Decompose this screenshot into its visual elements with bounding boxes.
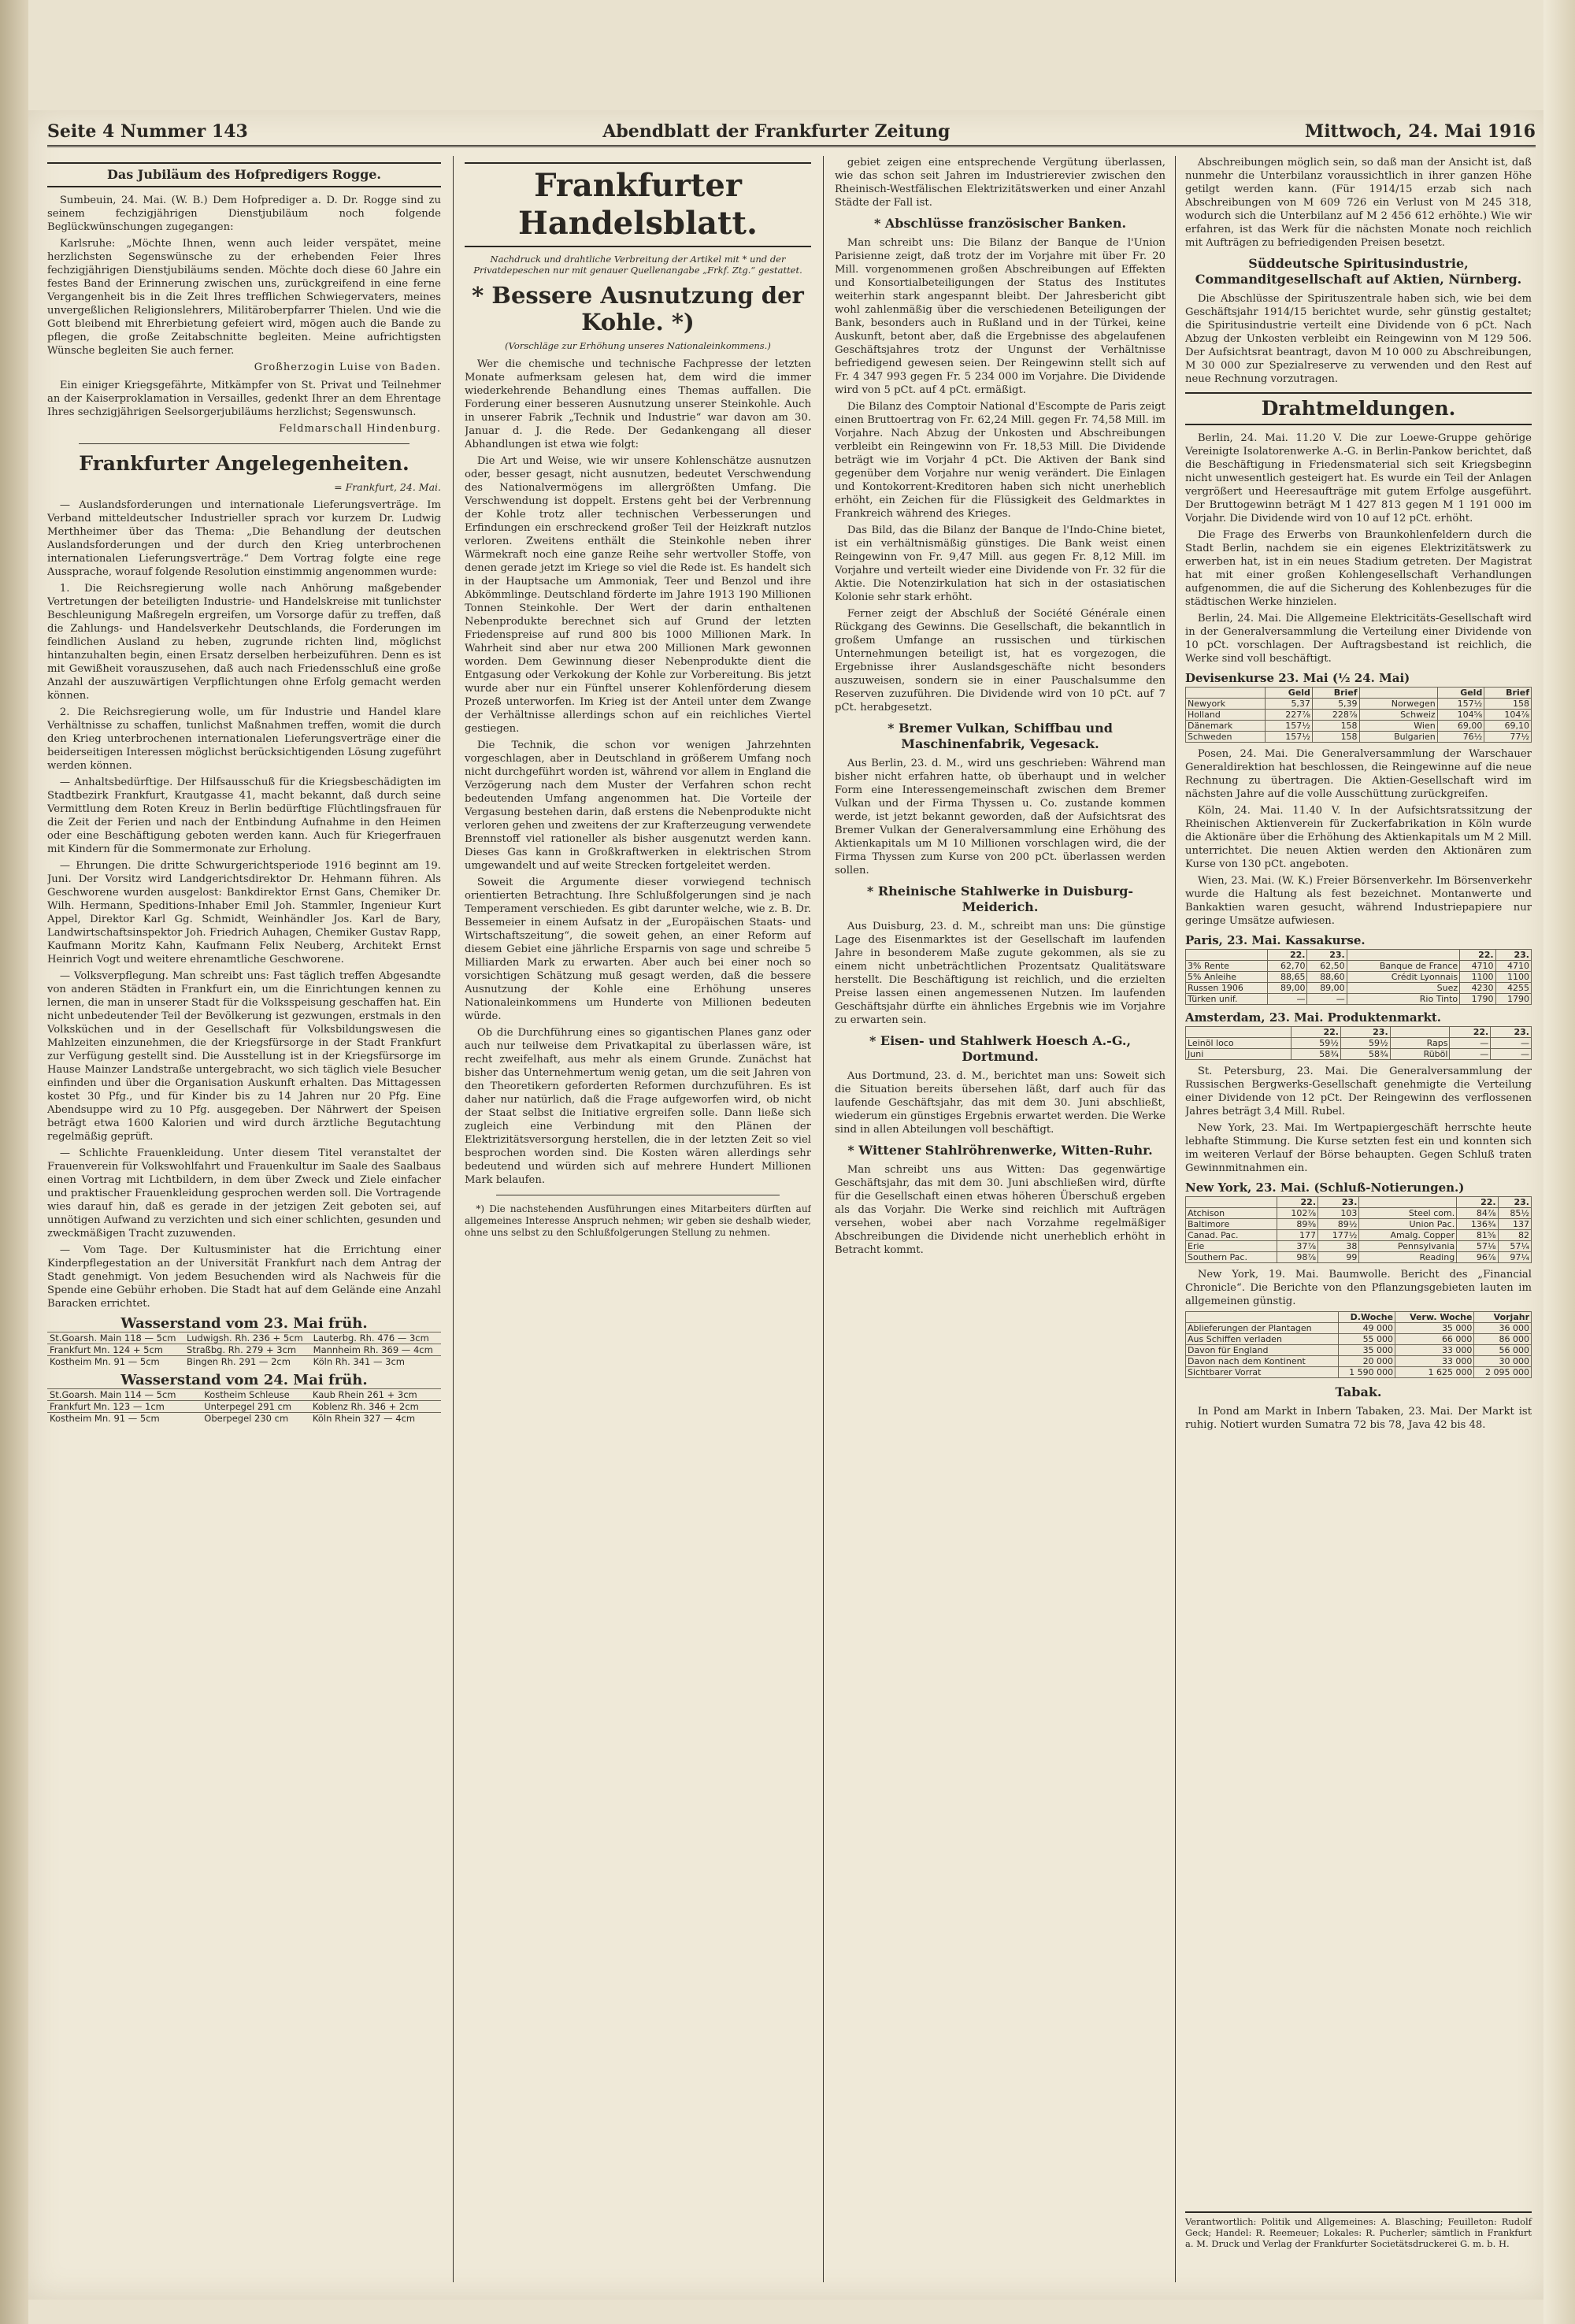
table-header: 23. <box>1318 1197 1359 1208</box>
paris-quotes-table <box>1185 949 1532 1005</box>
article-paragraph: Die Bilanz des Comptoir National d'Escompte de Paris zeigt einen Bruttoertrag von Fr. 62,24 Mill. gegen Fr. 74,58 Mill. im Vorjahre. Nach Abzug der Unkosten und Abschreibungen verbleibt ein Reingewinn von Fr. 18,53 Mill. Die Dividende beträgt wie im Vorjahr 4 pCt. Die Aktiven der Bank sind gegenüber dem Vorjahre nur wenig verändert. Die Einlagen und Kontokorrent-Kreditoren haben sich nicht unerheblich erhöht, ein Zeichen für die Flüssigkeit des Geldmarktes in Frankreich während des Krieges. <box>835 401 1166 520</box>
article-paragraph: Aus Duisburg, 23. d. M., schreibt man uns: Die günstige Lage des Eisenmarktes ist der Gesellschaft im laufenden Jahre in besonderem Maße zugute gekommen, als sie zu einem nicht unbeträchtlichen Prozentsatz Qualitätsware herstellt. Die Beschäftigung ist reichlich, und die erzielten Preise lassen einen angemessenen Nutzen. Im laufenden Geschäftsjahr dürfte ein ähnliches Ergebnis wie im Vorjahre zu erwarten sein. <box>835 921 1166 1026</box>
table-row <box>47 1389 441 1401</box>
table-row <box>1186 961 1532 972</box>
table-cell: 157½ <box>1437 699 1484 710</box>
table-cell: Wien <box>1359 721 1437 732</box>
table-row <box>1186 688 1532 699</box>
table-row <box>47 1344 441 1356</box>
table-cell: Lauterbg. Rh. 476 — 3cm <box>311 1333 441 1344</box>
table-cell: Union Pac. <box>1359 1219 1457 1230</box>
table-cell: 30 000 <box>1474 1356 1532 1367</box>
table-header <box>1359 688 1437 699</box>
table-header: 22. <box>1292 1027 1341 1038</box>
table-cell: 158 <box>1312 732 1359 743</box>
table-row <box>1186 1241 1532 1252</box>
table-row <box>1186 1367 1532 1378</box>
table-cell: — <box>1450 1049 1491 1060</box>
table-cell: Köln Rh. 341 — 3cm <box>311 1356 441 1368</box>
table-cell: Pennsylvania <box>1359 1241 1457 1252</box>
water-level-title: Wasserstand vom 23. Mai früh. <box>120 1315 368 1332</box>
table-cell: 89,00 <box>1268 983 1307 994</box>
article-paragraph: 2. Die Reichsregierung wolle, um für Industrie und Handel klare Verhältnisse zu schaffen, tunlichst Maßnahmen treffen, womit die durch den Krieg unterbrochenen internationalen Lieferungsverträge einer die beiderseitigen Interessen möglichst berücksichtigenden Lösung zugeführt werden können. <box>47 706 441 772</box>
table-cell: Dänemark <box>1186 721 1266 732</box>
table-cell: Banque de France <box>1347 961 1459 972</box>
article-headline: * Bessere Ausnutzung der Kohle. *) <box>472 282 804 335</box>
table-cell: 86 000 <box>1474 1334 1532 1345</box>
table-row <box>1186 1252 1532 1263</box>
article-paragraph: Abschreibungen möglich sein, so daß man der Ansicht ist, daß nunmehr die Unterbilanz voraussichtlich in ihrer ganzen Höhe getilgt werden kann. (Für 1914/15 erzab sich nach Abschreibungen von M 609 726 ein Verlust von M 245 318, wodurch sich die Unterbilanz auf M 2 456 612 erhöhte.) Wie wir erfahren, ist das Werk für die nächsten Monate noch reichlich mit Aufträgen zu befriedigenden Preisen besetzt. <box>1185 157 1532 249</box>
table-cell: 55 000 <box>1338 1334 1395 1345</box>
table-cell: Suez <box>1347 983 1459 994</box>
table-cell: 104⅞ <box>1484 710 1532 721</box>
table-cell: — <box>1450 1038 1491 1049</box>
table-cell: 4230 <box>1460 983 1495 994</box>
article-paragraph: Sumbeuin, 24. Mai. (W. B.) Dem Hofprediger a. D. Dr. Rogge sind zu seinem fechzigjährigen Dienstjubiläum noch folgende Beglückwünschungen zugegangen: <box>47 195 441 233</box>
table-cell: 1790 <box>1495 994 1531 1005</box>
table-cell: 57¼ <box>1498 1241 1531 1252</box>
table-cell: 89½ <box>1318 1219 1359 1230</box>
table-cell: Sichtbarer Vorrat <box>1186 1367 1339 1378</box>
table-row <box>1186 972 1532 983</box>
table-cell: 1790 <box>1460 994 1495 1005</box>
article-paragraph: In Pond am Markt in Inbern Tabaken, 23. Mai. Der Markt ist ruhig. Notiert wurden Sumatra 72 bis 78, Java 42 bis 48. <box>1185 1406 1532 1431</box>
table-cell: 3% Rente <box>1186 961 1268 972</box>
market-table-title: New York, 23. Mai. (Schluß-Notierungen.) <box>1185 1181 1465 1195</box>
article-paragraph: — Ehrungen. Die dritte Schwurgerichtsperiode 1916 beginnt am 19. Juni. Der Vorsitz wird Landgerichtsdirektor Dr. Hehmann führen. Als Geschworene wurden ausgelost: Bankdirektor Ernst Gans, Chemiker Dr. Wilh. Hermann, Speditions-Inhaber Emil Joh. Stammler, Ingenieur Kurt Appel, Direktor Karl Gg. Schmidt, Weinhändler Jos. Karl de Bary, Landwirtschaftsinspektor Joh. Friedrich Auhagen, Chemiker Gustav Rapp, Kaufmann Moritz Kahn, Kaufmann Felix Neuberg, Architekt Ernst Heinrich Vogt und weitere ehrenamtliche Geschworene. <box>47 860 441 966</box>
table-header: 22. <box>1450 1027 1491 1038</box>
article-paragraph: Posen, 24. Mai. Die Generalversammlung der Warschauer Generaldirektion hat beschlossen, die Reingewinne auf die neue Rechnung zu übertragen. Die Aktien-Gesellschaft wird im nächsten Jahre auf die volle Ausschüttung zurückgreifen. <box>1185 748 1532 800</box>
table-cell: 56 000 <box>1474 1345 1532 1356</box>
table-cell: Rüböl <box>1390 1049 1450 1060</box>
table-cell: Mannheim Rh. 369 — 4cm <box>311 1344 441 1356</box>
water-level-title: Wasserstand vom 24. Mai früh. <box>120 1372 368 1388</box>
table-header <box>1186 950 1268 961</box>
article-subheadline: (Vorschläge zur Erhöhung unseres Nationaleinkommens.) <box>505 340 771 351</box>
table-header <box>1347 950 1459 961</box>
table-cell: Russen 1906 <box>1186 983 1268 994</box>
table-row <box>1186 1345 1532 1356</box>
table-cell: Steel com. <box>1359 1208 1457 1219</box>
table-cell: 69,00 <box>1437 721 1484 732</box>
table-cell: 37⅞ <box>1277 1241 1317 1252</box>
table-cell: Juni <box>1186 1049 1292 1060</box>
table-cell: 98⅞ <box>1277 1252 1317 1263</box>
article-paragraph: — Volksverpflegung. Man schreibt uns: Fast täglich treffen Abgesandte von anderen Städten in Frankfurt ein, um die Einrichtungen kennen zu lernen, die man in unserer Stadt für die Volksspeisung geschaffen hat. Ein nicht unbedeutender Teil der Bevölkerung ist gezwungen, erstmals in den Volksküchen und in der Gesellschaft für Volksbildungswesen die Mahlzeiten einzunehmen, die der Kriegsfürsorge in der Stadt Frankfurt zur Verfügung gestellt sind. Die Ausstellung ist in der Kriegsfürsorge im Hause Mainzer Landstraße untergebracht, wo sich täglich viele Besucher einfinden und über die Organisation Auskunft erhalten. Das Mittagessen kostet 30 Pfg., und für Kinder bis zu 14 Jahren nur 20 Pfg. Eine Abendsuppe wird zu 10 Pfg. ausgegeben. Der Nährwert der Speisen beträgt etwa 1600 Kalorien und wird durch ärztliche Begutachtung regelmäßig geprüft. <box>47 970 441 1143</box>
issue-date: Mittwoch, 24. Mai 1916 <box>1304 121 1536 142</box>
article-paragraph: Ein einiger Kriegsgefährte, Mitkämpfer von St. Privat und Teilnehmer an der Kaiserproklamation in Versailles, gedenkt Ihrer an dem Ehrentage Ihres sechzigjährigen Seelsorgerjubiläums herzlichst; Segenswunsch. <box>47 380 441 418</box>
signature: Feldmarschall Hindenburg. <box>279 423 441 435</box>
table-header <box>1186 1027 1292 1038</box>
table-row <box>1186 1312 1532 1323</box>
article-paragraph: gebiet zeigen eine entsprechende Vergütung überlassen, wie das schon seit Jahren im Industrierevier zwischen den Rheinisch-Westfälischen Elektrizitätswerken und einer Anzahl Städte der Fall ist. <box>835 157 1166 209</box>
article-paragraph: Wien, 23. Mai. (W. K.) Freier Börsenverkehr. Im Börsenverkehr wurde die Haltung als fest bezeichnet. Montanwerte und Bankaktien waren gesucht, während Industriepapiere nur geringe Umsätze aufwiesen. <box>1185 875 1532 927</box>
article-paragraph: Karlsruhe: „Möchte Ihnen, wenn auch leider verspätet, meine herzlichsten Segenswünsche zu der erhebenden Feier Ihres fechzigjährigen Dienstjubiläums senden. Möchte doch diese 60 Jahre ein festes Band der Erinnerung zwischen uns, zurückgreifend in eine ferne Vergangenheit bis in die Zeit Ihres trefflichen Schwiegervaters, meines unvergeßlichen Religionslehrers, Militäroberpfarrer Thielen. Und wie die Gott bleibend mit Ehrerbietung gefeiert wird, mögen auch die Bande zu pflegen, die große Zeitabschnitte begleiten. Meine aufrichtigsten Wünsche begleiten Sie auch ferner. <box>47 238 441 357</box>
newyork-quotes-table <box>1185 1196 1532 1263</box>
water-level-table <box>47 1388 441 1424</box>
table-cell: 88,60 <box>1307 972 1347 983</box>
column-local-news <box>47 156 441 2282</box>
table-header <box>1390 1027 1450 1038</box>
table-header: Verw. Woche <box>1395 1312 1474 1323</box>
table-cell: 81⅝ <box>1457 1230 1498 1241</box>
table-cell: Koblenz Rh. 346 + 2cm <box>310 1401 441 1413</box>
imprint: Verantwortlich: Politik und Allgemeines: A. Blasching; Feuilleton: Rudolf Geck; Handel: R. Reemeuer; Lokales: R. Pucherler; sämtlich in Frankfurt a. M. Druck und Verlag der Frankfurter Societätsdruckerei G. m. b. H. <box>1185 2211 1532 2249</box>
table-header: 23. <box>1491 1027 1532 1038</box>
table-cell: Schweden <box>1186 732 1266 743</box>
table-cell: 4255 <box>1495 983 1531 994</box>
table-cell: Straßbg. Rh. 279 + 3cm <box>184 1344 311 1356</box>
table-row <box>1186 721 1532 732</box>
table-cell: — <box>1307 994 1347 1005</box>
table-header: Geld <box>1266 688 1313 699</box>
market-table-title: Paris, 23. Mai. Kassakurse. <box>1185 933 1366 947</box>
table-row <box>1186 1049 1532 1060</box>
reprint-notice: Nachdruck und drahtliche Verbreitung der Artikel mit * und der Privatdepeschen nur mit genauer Quellenangabe „Frkf. Ztg.“ gestattet. <box>473 254 802 276</box>
table-cell: 58¾ <box>1340 1049 1390 1060</box>
article-paragraph: Ferner zeigt der Abschluß der Société Générale einen Rückgang des Gewinns. Die Gesellschaft, die bekanntlich in großem Umfange an russischen und türkischen Unternehmungen beteiligt ist, hat es vorgezogen, die Ergebnisse ihrer Auslandsgeschäfte nicht besonders auszuweisen, sondern sie in einer Pauschalsumme den Reserven zuzuführen. Die Dividende wird von 10 pCt. auf 7 pCt. herabgesetzt. <box>835 608 1166 714</box>
table-cell: 157½ <box>1266 721 1313 732</box>
page-masthead <box>47 117 1536 147</box>
table-cell: Unterpegel 291 cm <box>202 1401 310 1413</box>
article-headline: Süddeutsche Spiritusindustrie, Commanditgesellschaft auf Aktien, Nürnberg. <box>1195 256 1522 287</box>
table-row <box>1186 994 1532 1005</box>
table-cell: Amalg. Copper <box>1359 1230 1457 1241</box>
article-paragraph: Berlin, 24. Mai. Die Allgemeine Elektricitäts-Gesellschaft wird in der Generalversammlung die Verteilung einer Dividende von 10 pCt. vorschlagen. Der Auftragsbestand ist reichlich, die Werke sind voll beschäftigt. <box>1185 613 1532 665</box>
article-paragraph: Die Art und Weise, wie wir unsere Kohlenschätze ausnutzen oder, besser gesagt, nicht ausnutzen, bedeutet Verschwendung des Nationalvermögens im allergrößten Umfang. Die Verschwendung ist doppelt. Erstens geht bei der Verbrennung der Kohle trotz aller technischen Verbesserungen und Erfindungen ein erschreckend großer Teil der Heizkraft nutzlos verloren. Zweitens enthält die Steinkohle neben ihrer Wärmekraft noch eine ganze Reihe sehr wertvoller Stoffe, von denen gerade jetzt im Kriege so viel die Rede ist. Es handelt sich in der Hauptsache um Ammoniak, Teer und Benzol und ihre Abkömmlinge. Deutschland förderte im Jahre 1913 190 Millionen Tonnen Steinkohle. Der Wert der darin enthaltenen Nebenprodukte berechnet sich auf Grund der letzten Friedenspreise auf rund 800 bis 1000 Millionen Mark. In Wahrheit sind aber nur etwa 200 Millionen Mark gewonnen worden. Dem Gewinnung dieser Nebenprodukte dient die Entgasung oder Verkokung der Kohle zur Vorbereitung. Bis jetzt wurde aber nur ein Fünftel unserer Kohlenförderung diesem Prozeß unterworfen. Im Krieg ist der Anteil unter dem Zwange der Verhältnisse allerdings schon auf ein reichliches Viertel gestiegen. <box>465 455 811 735</box>
table-cell: 103 <box>1318 1208 1359 1219</box>
newspaper-title: Abendblatt der Frankfurter Zeitung <box>602 121 951 142</box>
table-cell: Crédit Lyonnais <box>1347 972 1459 983</box>
table-cell: 89⅜ <box>1277 1219 1317 1230</box>
table-cell: 62,50 <box>1307 961 1347 972</box>
article-paragraph: 1. Die Reichsregierung wolle nach Anhörung maßgebender Vertretungen der beteiligten Industrie- und Handelskreise mit tunlichster Beschleunigung Maßregeln ergreifen, um Vorsorge dafür zu treffen, daß die Zahlungs- und Handelsverkehr Deutschlands, die Forderungen im feindlichen Ausland zu heben, zugrunde richten lind, möglichst hintanzuhalten begin, einen Ersatz derselben herbeizuführen. Denn es ist mit Gewißheit vorauszusehen, daß auch nach Friedensschluß eine große Anzahl der auszuwärtigen Verpflichtungen ohne Erfolg gemacht werden können. <box>47 583 441 702</box>
table-cell: 20 000 <box>1338 1356 1395 1367</box>
table-cell: — <box>1268 994 1307 1005</box>
table-cell: 1100 <box>1495 972 1531 983</box>
table-row <box>1186 1356 1532 1367</box>
table-cell: Southern Pac. <box>1186 1252 1277 1263</box>
table-cell: Köln Rhein 327 — 4cm <box>310 1413 441 1425</box>
table-cell: Atchison <box>1186 1208 1277 1219</box>
table-header: Vorjahr <box>1474 1312 1532 1323</box>
table-cell: 35 000 <box>1338 1345 1395 1356</box>
section-title: Frankfurter Angelegenheiten. <box>79 452 410 475</box>
table-cell: — <box>1491 1038 1532 1049</box>
table-header: Brief <box>1312 688 1359 699</box>
table-cell: 157½ <box>1266 732 1313 743</box>
table-row <box>1186 983 1532 994</box>
table-cell: 88,65 <box>1268 972 1307 983</box>
table-cell: 84⅞ <box>1457 1208 1498 1219</box>
footnote: *) Die nachstehenden Ausführungen eines Mitarbeiters dürften auf allgemeines Interesse Anspruch nehmen; wir geben sie deshalb wieder, ohne uns selbst zu den Schlußfolgerungen Stellung zu nehmen. <box>465 1203 811 1238</box>
table-cell: — <box>1491 1049 1532 1060</box>
table-cell: Türken unif. <box>1186 994 1268 1005</box>
table-row <box>1186 950 1532 961</box>
cotton-statistics-table <box>1185 1311 1532 1378</box>
article-paragraph: Aus Berlin, 23. d. M., wird uns geschrieben: Während man bisher nicht erfahren hatte, ob überhaupt und in welcher Form eine Interessengemeinschaft zwischen dem Bremer Vulkan und der Firma Thyssen u. Co. zustande kommen werde, ist jetzt bekannt geworden, daß der Aufsichtsrat des Bremer Vulkan der Generalversammlung eine Erhöhung des Aktienkapitals um M 10 Millionen vorschlagen wird, die der Firma Thyssen zum Kurse von 200 pCt. überlassen werden sollen. <box>835 758 1166 877</box>
column-wire-reports <box>1185 156 1532 2204</box>
page-number: Seite 4 Nummer 143 <box>47 121 248 142</box>
table-cell: Frankfurt Mn. 123 — 1cm <box>47 1401 202 1413</box>
table-cell: 1100 <box>1460 972 1495 983</box>
table-row <box>1186 732 1532 743</box>
section-title: Drahtmeldungen. <box>1185 392 1532 425</box>
table-cell: 57⅛ <box>1457 1241 1498 1252</box>
table-header <box>1359 1197 1457 1208</box>
table-cell: 136¾ <box>1457 1219 1498 1230</box>
article-paragraph: Soweit die Argumente dieser vorwiegend technisch orientierten Betrachtung. Ihre Schlußfolgerungen sind je nach Temperament verschieden. Es gibt darunter welche, wie z. B. Dr. Bessemeier in einem Aufsatz in der „Europäischen Staats- und Wirtschaftszeitung“, die soweit gehen, an einer Reform auf diesem Gebiet eine jährliche Ersparnis von sage und schreibe 5 Milliarden Mark zu erwarten. Aber auch bei einer noch so vorsichtigen Schätzung muß gesagt werden, daß die bessere Ausnutzung der Kohle eine Erhöhung unseres Nationaleinkommens um Hunderte von Millionen bedeuten würde. <box>465 877 811 1022</box>
table-row <box>1186 1230 1532 1241</box>
article-headline: * Wittener Stahlröhrenwerke, Witten-Ruhr. <box>847 1143 1153 1158</box>
table-row <box>47 1333 441 1344</box>
article-paragraph: — Auslandsforderungen und internationale Lieferungsverträge. Im Verband mitteldeutscher Industrieller sprach vor kurzem Dr. Ludwig Merthheimer über das Thema: „Die Behandlung der deutschen Auslandsforderungen und der durch den Krieg unterbrochenen internationalen Lieferungsverträge.“ Dem Vortrag folgte eine rege Aussprache, worauf folgende Resolution einstimmig angenommen wurde: <box>47 499 441 578</box>
article-headline: Das Jubiläum des Hofpredigers Rogge. <box>47 162 441 187</box>
table-cell: 89,00 <box>1307 983 1347 994</box>
table-cell: Kostheim Mn. 91 — 5cm <box>47 1413 202 1425</box>
table-cell: 5,39 <box>1312 699 1359 710</box>
article-paragraph: Berlin, 24. Mai. 11.20 V. Die zur Loewe-Gruppe gehörige Vereinigte Isolatorenwerke A.-G. in Berlin-Pankow berichtet, daß die Beschäftigung in Friedensmaterial sich seit Kriegsbeginn nicht unwesentlich gesteigert hat. Es wurde ein Teil der Anlagen vergrößert und Heeresaufträge mit gutem Erfolge ausgeführt. Der Bruttogewinn beträgt M 1 427 813 gegen M 1 191 000 im Vorjahr. Die Dividende wird von 10 auf 12 pCt. erhöht. <box>1185 432 1532 524</box>
market-table-title: Amsterdam, 23. Mai. Produktenmarkt. <box>1185 1010 1442 1025</box>
table-cell: 36 000 <box>1474 1323 1532 1334</box>
table-cell: 33 000 <box>1395 1345 1474 1356</box>
article-paragraph: Die Abschlüsse der Spirituszentrale haben sich, wie bei dem Geschäftsjahr 1914/15 berichtet wurde, sehr günstig gestaltet; die Spiritusindustrie verteilt eine Dividende von 6 pCt. Nach Abzug der Unkosten verbleibt ein Reingewinn von M 129 506. Der Aufsichtsrat beantragt, davon M 10 000 zu Abschreibungen, M 30 000 zur Spezialreserve zu verwenden und den Rest auf neue Rechnung vorzutragen. <box>1185 293 1532 385</box>
table-cell: 96⅞ <box>1457 1252 1498 1263</box>
table-row <box>1186 1027 1532 1038</box>
table-cell: 76½ <box>1437 732 1484 743</box>
article-headline: * Rheinische Stahlwerke in Duisburg-Meiderich. <box>866 884 1134 914</box>
article-headline: * Eisen- und Stahlwerk Hoesch A.-G., Dortmund. <box>869 1033 1132 1064</box>
dateline: = Frankfurt, 24. Mai. <box>334 481 441 493</box>
article-paragraph: Die Frage des Erwerbs von Braunkohlenfeldern durch die Stadt Berlin, nachdem sie ein eigenes Elektrizitätswerk zu erwerben hat, ist in ein neues Stadium getreten. Der Magistrat hat mit einer großen Kohlengesellschaft Verhandlungen aufgenommen, die auf die Sicherung des Kohlenbezuges für die städtischen Werke hinzielen. <box>1185 529 1532 608</box>
column-rule <box>453 156 454 2282</box>
article-paragraph: — Schlichte Frauenkleidung. Unter diesem Titel veranstaltet der Frauenverein für Volkswohlfahrt und Frauenkultur im Saale des Saalbaus einen Vortrag mit Lichtbildern, in dem über Zweck und Ziele einfacher und praktischer Frauenkleidung gesprochen werden soll. Die Vortragende wies darauf hin, daß es gerade in der jetzigen Zeit geboten sei, auf unnötigen Aufwand zu verzichten und sich einer schlichten, gesunden und zweckmäßigen Tracht zuzuwenden. <box>47 1147 441 1240</box>
divider <box>79 443 410 444</box>
water-level-table <box>47 1332 441 1367</box>
table-cell: 62,70 <box>1268 961 1307 972</box>
table-cell: Bulgarien <box>1359 732 1437 743</box>
table-cell: 228⅞ <box>1312 710 1359 721</box>
column-rule <box>1175 156 1176 2282</box>
article-paragraph: Aus Dortmund, 23. d. M., berichtet man uns: Soweit sich die Situation bereits übersehen läßt, darf auch für das laufende Geschäftsjahr, das mit dem 30. Juni abschließt, wiederum ein günstiges Ergebnis erwartet werden. Die Werke sind in allen Abteilungen voll beschäftigt. <box>835 1070 1166 1136</box>
exchange-rate-table <box>1185 687 1532 743</box>
table-cell: 99 <box>1318 1252 1359 1263</box>
table-header: Geld <box>1437 688 1484 699</box>
table-cell: 66 000 <box>1395 1334 1474 1345</box>
table-header <box>1186 1197 1277 1208</box>
section-masthead: Frankfurter Handelsblatt. <box>465 162 811 247</box>
article-paragraph: Das Bild, das die Bilanz der Banque de l'Indo-Chine bietet, ist ein verhältnismäßig günstiges. Die Bank weist einen Reingewinn von Fr. 9,47 Mill. aus gegen Fr. 8,12 Mill. im Vorjahre und verteilt wieder eine Dividende von Fr. 32 für die Aktie. Die Notenzirkulation hat sich in der ostasiatischen Kolonie sehr stark erhöht. <box>835 524 1166 603</box>
table-cell: St.Goarsh. Main 118 — 5cm <box>47 1333 184 1344</box>
article-paragraph: Die Technik, die schon vor wenigen Jahrzehnten vorgeschlagen, aber in Deutschland in größerem Umfang noch nicht durchgeführt worden ist, während vor allem in England die Verzögerung nach dem Muster der Verfahren schon recht bedeutenden Umfang angenommen hat. Die Vorteile der Vergasung bestehen darin, daß erstens die Nebenprodukte nicht verloren gehen und zweitens der zur Krafterzeugung verwendete Brennstoff viel rationeller als bisher ausgenutzt werden kann. Dieses Gas kann in Großkraftwerken in elektrischen Strom umgewandelt und auf weite Strecken fortgeleitet werden. <box>465 739 811 872</box>
market-table-title: Devisenkurse 23. Mai (½ 24. Mai) <box>1185 671 1410 685</box>
table-cell: Kostheim Mn. 91 — 5cm <box>47 1356 184 1368</box>
table-cell: Reading <box>1359 1252 1457 1263</box>
table-cell: Bingen Rh. 291 — 2cm <box>184 1356 311 1368</box>
table-cell: Newyork <box>1186 699 1266 710</box>
table-row <box>1186 1038 1532 1049</box>
article-paragraph: Man schreibt uns: Die Bilanz der Banque de l'Union Parisienne zeigt, daß trotz der im Vorjahre mit über Fr. 20 Mill. vorgenommenen großen Abschreibungen auf Effekten und Konsortialbeteiligungen der Status des Institutes weiterhin stark angespannt bleibt. Der Jahresbericht gibt wohl zahlenmäßig über die verschiedenen Beteiligungen der Bank, besonders auch in Rußland und in der Türkei, keine Auskunft, betont aber, daß die Ergebnisse des abgelaufenen Geschäftsjahres trotz der Ungunst der Verhältnisse befriedigend gewesen seien. Der Reingewinn stellt sich auf Fr. 4 347 993 gegen Fr. 5 234 000 im Vorjahre. Die Dividende wird von 5 pCt. auf 4 pCt. ermäßigt. <box>835 237 1166 396</box>
article-paragraph: Wer die chemische und technische Fachpresse der letzten Monate aufmerksam gelesen hat, dem wird die immer wiederkehrende Behandlung eines Themas auffallen. Die Forderung einer besseren Ausnutzung unserer Steinkohle. Auch in unserer Fabrik „Technik und Industrie“ war davon am 30. Januar d. J. die Rede. Der Gedankengang all dieser Abhandlungen ist etwa wie folgt: <box>465 358 811 450</box>
table-cell: 5,37 <box>1266 699 1313 710</box>
page-edge <box>1544 0 1575 2324</box>
table-cell: Kostheim Schleuse <box>202 1389 310 1401</box>
table-cell: 104⅝ <box>1437 710 1484 721</box>
table-cell: Aus Schiffen verladen <box>1186 1334 1339 1345</box>
table-cell: Ludwigsh. Rh. 236 + 5cm <box>184 1333 311 1344</box>
table-cell: St.Goarsh. Main 114 — 5cm <box>47 1389 202 1401</box>
table-row <box>47 1401 441 1413</box>
table-cell: 58¾ <box>1292 1049 1341 1060</box>
article-headline: * Bremer Vulkan, Schiffbau und Maschinenfabrik, Vegesack. <box>888 721 1113 751</box>
table-header: 22. <box>1277 1197 1317 1208</box>
table-cell: 77½ <box>1484 732 1532 743</box>
table-header: Brief <box>1484 688 1532 699</box>
table-cell: 97¼ <box>1498 1252 1531 1263</box>
table-cell: 33 000 <box>1395 1356 1474 1367</box>
table-cell: Davon nach dem Kontinent <box>1186 1356 1339 1367</box>
table-cell: Ablieferungen der Plantagen <box>1186 1323 1339 1334</box>
table-header: 23. <box>1495 950 1531 961</box>
table-cell: 4710 <box>1460 961 1495 972</box>
table-row <box>1186 1208 1532 1219</box>
table-header: 22. <box>1268 950 1307 961</box>
table-header: 23. <box>1340 1027 1390 1038</box>
article-paragraph: New York, 19. Mai. Baumwolle. Bericht des „Financial Chronicle“. Die Berichte von den Pflanzungsgebieten lauten im allgemeinen günstig. <box>1185 1269 1532 1307</box>
article-paragraph: New York, 23. Mai. Im Wertpapiergeschäft herrschte heute lebhafte Stimmung. Die Kurse setzten fest ein und konnten sich im weiteren Verlauf der Börse behaupten. Gegen Schluß traten Gewinnmitnahmen ein. <box>1185 1122 1532 1174</box>
table-row <box>47 1356 441 1368</box>
table-header: D.Woche <box>1338 1312 1395 1323</box>
amsterdam-produce-table <box>1185 1026 1532 1060</box>
table-cell: Canad. Pac. <box>1186 1230 1277 1241</box>
table-cell: Schweiz <box>1359 710 1437 721</box>
table-row <box>1186 1323 1532 1334</box>
table-cell: 1 625 000 <box>1395 1367 1474 1378</box>
table-row <box>1186 1219 1532 1230</box>
table-cell: Norwegen <box>1359 699 1437 710</box>
column-rule <box>823 156 824 2282</box>
table-row <box>1186 710 1532 721</box>
table-cell: Oberpegel 230 cm <box>202 1413 310 1425</box>
table-cell: Erie <box>1186 1241 1277 1252</box>
table-cell: 4710 <box>1495 961 1531 972</box>
table-cell: Baltimore <box>1186 1219 1277 1230</box>
table-cell: Leinöl loco <box>1186 1038 1292 1049</box>
article-paragraph: — Anhaltsbedürftige. Der Hilfsausschuß für die Kriegsbeschädigten im Stadtbezirk Frankfurt, Krautgasse 41, macht bekannt, daß durch seine Vermittlung dem Roten Kreuz in Berlin bedürftige Flüchtlingsfrauen für die Zeit der Ferien und nach der Entbindung Aufnahme in den Heimen oder eine Beschäftigung geboten werden kann. Auch für Kriegerfrauen mit Kindern für die Sommermonate zur Erholung. <box>47 777 441 855</box>
article-paragraph: Köln, 24. Mai. 11.40 V. In der Aufsichtsratssitzung der Rheinischen Aktienverein für Zuckerfabrikation in Köln wurde die Aktionäre über die Erhöhung des Aktienkapitals um M 2 Mill. unterrichtet. Die neuen Aktien werden den Aktionären zum Kurse von 130 pCt. angeboten. <box>1185 805 1532 870</box>
table-cell: 82 <box>1498 1230 1531 1241</box>
article-headline: * Abschlüsse französischer Banken. <box>873 216 1127 231</box>
table-cell: 227⅞ <box>1266 710 1313 721</box>
table-cell: Davon für England <box>1186 1345 1339 1356</box>
table-cell: 1 590 000 <box>1338 1367 1395 1378</box>
table-header <box>1186 1312 1339 1323</box>
table-header: 23. <box>1307 950 1347 961</box>
table-cell: 137 <box>1498 1219 1531 1230</box>
article-paragraph: Man schreibt uns aus Witten: Das gegenwärtige Geschäftsjahr, das mit dem 30. Juni abschließen wird, dürfte für die Gesellschaft einen etwas höheren Überschuß ergeben als das Vorjahr. Die Werke sind reichlich mit Aufträgen versehen, wobei aber nach Vorzahme regelmäßiger Abschreibungen die Dividende nicht unerheblich erhöht in Betracht kommt. <box>835 1164 1166 1256</box>
table-cell: Raps <box>1390 1038 1450 1049</box>
book-binding <box>0 0 28 2324</box>
table-cell: 177½ <box>1318 1230 1359 1241</box>
table-cell: Frankfurt Mn. 124 + 5cm <box>47 1344 184 1356</box>
table-row <box>1186 1197 1532 1208</box>
table-header: 22. <box>1460 950 1495 961</box>
table-cell: 35 000 <box>1395 1323 1474 1334</box>
table-cell: 2 095 000 <box>1474 1367 1532 1378</box>
article-paragraph: Ob die Durchführung eines so gigantischen Planes ganz oder auch nur teilweise dem Privatkapital zu überlassen wäre, ist recht zweifelhaft, aus mehr als einem Grunde. Zunächst hat bisher das Unternehmertum wenig getan, um die seit Jahren von den Theoretikern geforderten Reformen durchzuführen. Es ist daher nur natürlich, daß die Frage aufgeworfen wird, ob nicht der Staat selbst die Initiative ergreifen solle. Dann ließe sich zugleich eine Verbindung mit den Plänen der Elektrizitätsversorgung herstellen, die in der letzten Zeit so viel besprochen worden sind. Die Kosten wären allerdings sehr bedeutend und würden sich auf mehrere Hundert Millionen Mark belaufen. <box>465 1027 811 1186</box>
table-cell: 102⅞ <box>1277 1208 1317 1219</box>
table-cell: Holland <box>1186 710 1266 721</box>
table-cell: 59½ <box>1292 1038 1341 1049</box>
table-cell: 85½ <box>1498 1208 1531 1219</box>
table-header <box>1186 688 1266 699</box>
article-paragraph: — Vom Tage. Der Kultusminister hat die Errichtung einer Kinderpflegestation an der Universität Frankfurt nach dem Antrag der Stadt genehmigt. Von jedem Besuchenden wird als Nachweis für die Spende eine Gebühr erhoben. Die Stadt hat auf dem Gelände eine Anzahl Baracken errichtet. <box>47 1244 441 1310</box>
table-cell: 5% Anleihe <box>1186 972 1268 983</box>
column-business-news <box>465 156 811 2282</box>
table-cell: Rio Tinto <box>1347 994 1459 1005</box>
column-company-reports <box>835 156 1166 2282</box>
article-headline: Tabak. <box>1335 1384 1382 1399</box>
table-row <box>1186 699 1532 710</box>
table-row <box>1186 1334 1532 1345</box>
table-cell: 158 <box>1312 721 1359 732</box>
article-paragraph: St. Petersburg, 23. Mai. Die Generalversammlung der Russischen Bergwerks-Gesellschaft genehmigte die Verteilung einer Dividende von 12 pCt. Der Reingewinn des verflossenen Jahres beträgt 3,4 Mill. Rubel. <box>1185 1066 1532 1118</box>
table-header: 23. <box>1498 1197 1531 1208</box>
table-cell: 158 <box>1484 699 1532 710</box>
table-header: 22. <box>1457 1197 1498 1208</box>
table-row <box>47 1413 441 1425</box>
table-cell: 69,10 <box>1484 721 1532 732</box>
signature: Großherzogin Luise von Baden. <box>254 361 441 373</box>
table-cell: 38 <box>1318 1241 1359 1252</box>
table-cell: Kaub Rhein 261 + 3cm <box>310 1389 441 1401</box>
table-cell: 177 <box>1277 1230 1317 1241</box>
table-cell: 49 000 <box>1338 1323 1395 1334</box>
table-cell: 59½ <box>1340 1038 1390 1049</box>
